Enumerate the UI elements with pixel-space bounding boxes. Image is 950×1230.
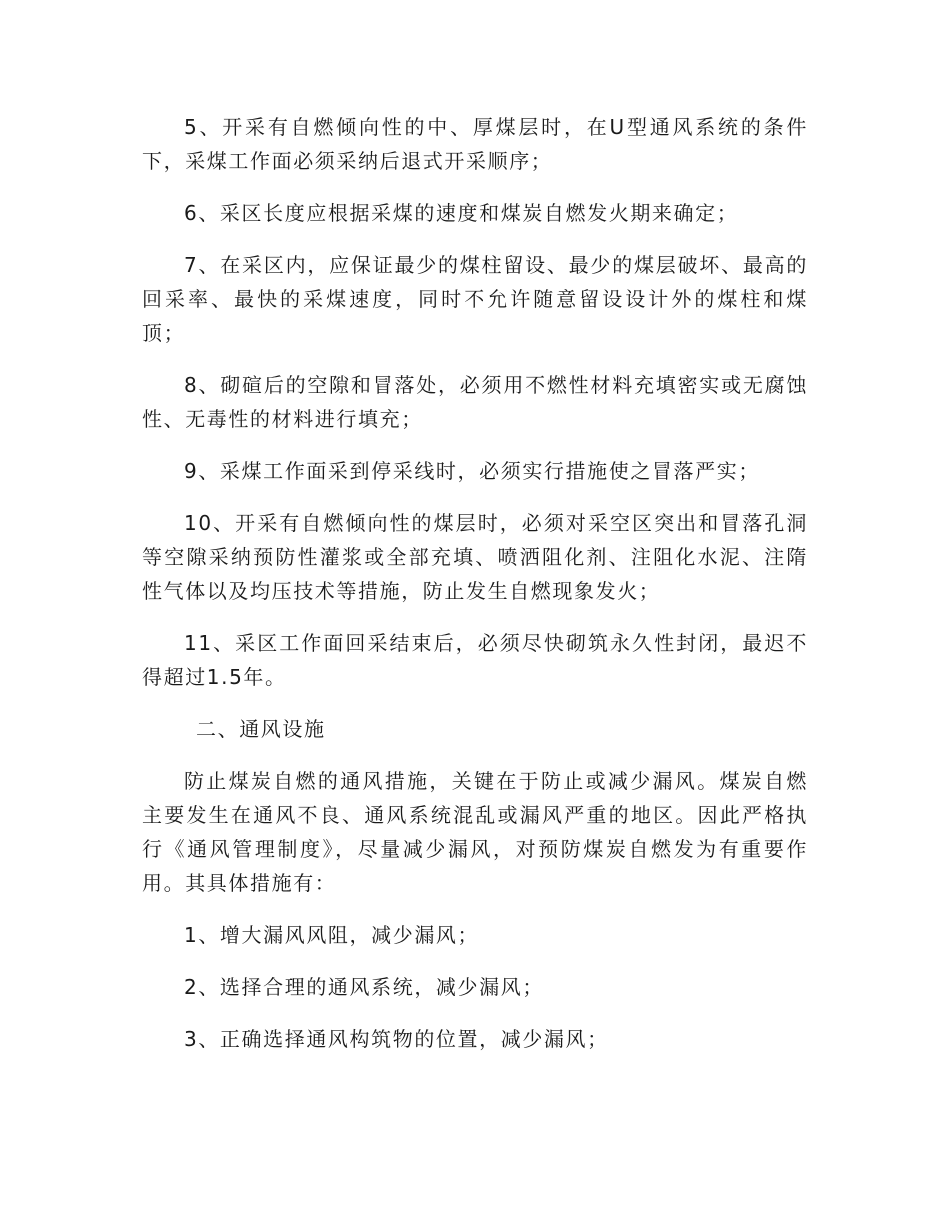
measure-item-3: 3、正确选择通风构筑物的位置，减少漏风； [184,1027,609,1051]
section-intro-paragraph: 防止煤炭自燃的通风措施，关键在于防止或减少漏风。煤炭自燃主要发生在通风不良、通风系统混乱或漏风严重的地区。因此严格执行《通风管理制度》，尽量减少漏风，对预防煤炭自燃发为有重要作用。其具体措施有： [142,769,808,895]
paragraph-item-8: 8、砌碹后的空隙和冒落处，必须用不燃性材料充填密实或无腐蚀性、无毒性的材料进行填充； [142,373,808,431]
paragraph-item-7: 7、在采区内，应保证最少的煤柱留设、最少的煤层破坏、最高的回采率、最快的采煤速度，同时不允许随意留设设计外的煤柱和煤顶； [142,253,808,345]
paragraph-item-9: 9、采煤工作面采到停采线时，必须实行措施使之冒落严实； [184,459,760,483]
paragraph-item-5: 5、开采有自燃倾向性的中、厚煤层时，在U型通风系统的条件下，采煤工作面必须采纳后退式开采顺序； [142,115,808,173]
measure-item-2: 2、选择合理的通风系统，减少漏风； [184,975,544,999]
paragraph-item-11: 11、采区工作面回采结束后，必须尽快砌筑永久性封闭，最迟不得超过1.5年。 [142,631,808,689]
document-body [142,110,808,1074]
paragraph-item-10: 10、开采有自燃倾向性的煤层时，必须对采空区突出和冒落孔洞等空隙采纳预防性灌浆或全部充填、喷洒阻化剂、注阻化水泥、注隋性气体以及均压技术等措施，防止发生自燃现象发火； [142,511,808,603]
paragraph-item-6: 6、采区长度应根据采煤的速度和煤炭自燃发火期来确定； [184,201,739,225]
measure-item-1: 1、增大漏风风阻，减少漏风； [184,923,480,947]
section-heading: 二、通风设施 [196,717,326,741]
